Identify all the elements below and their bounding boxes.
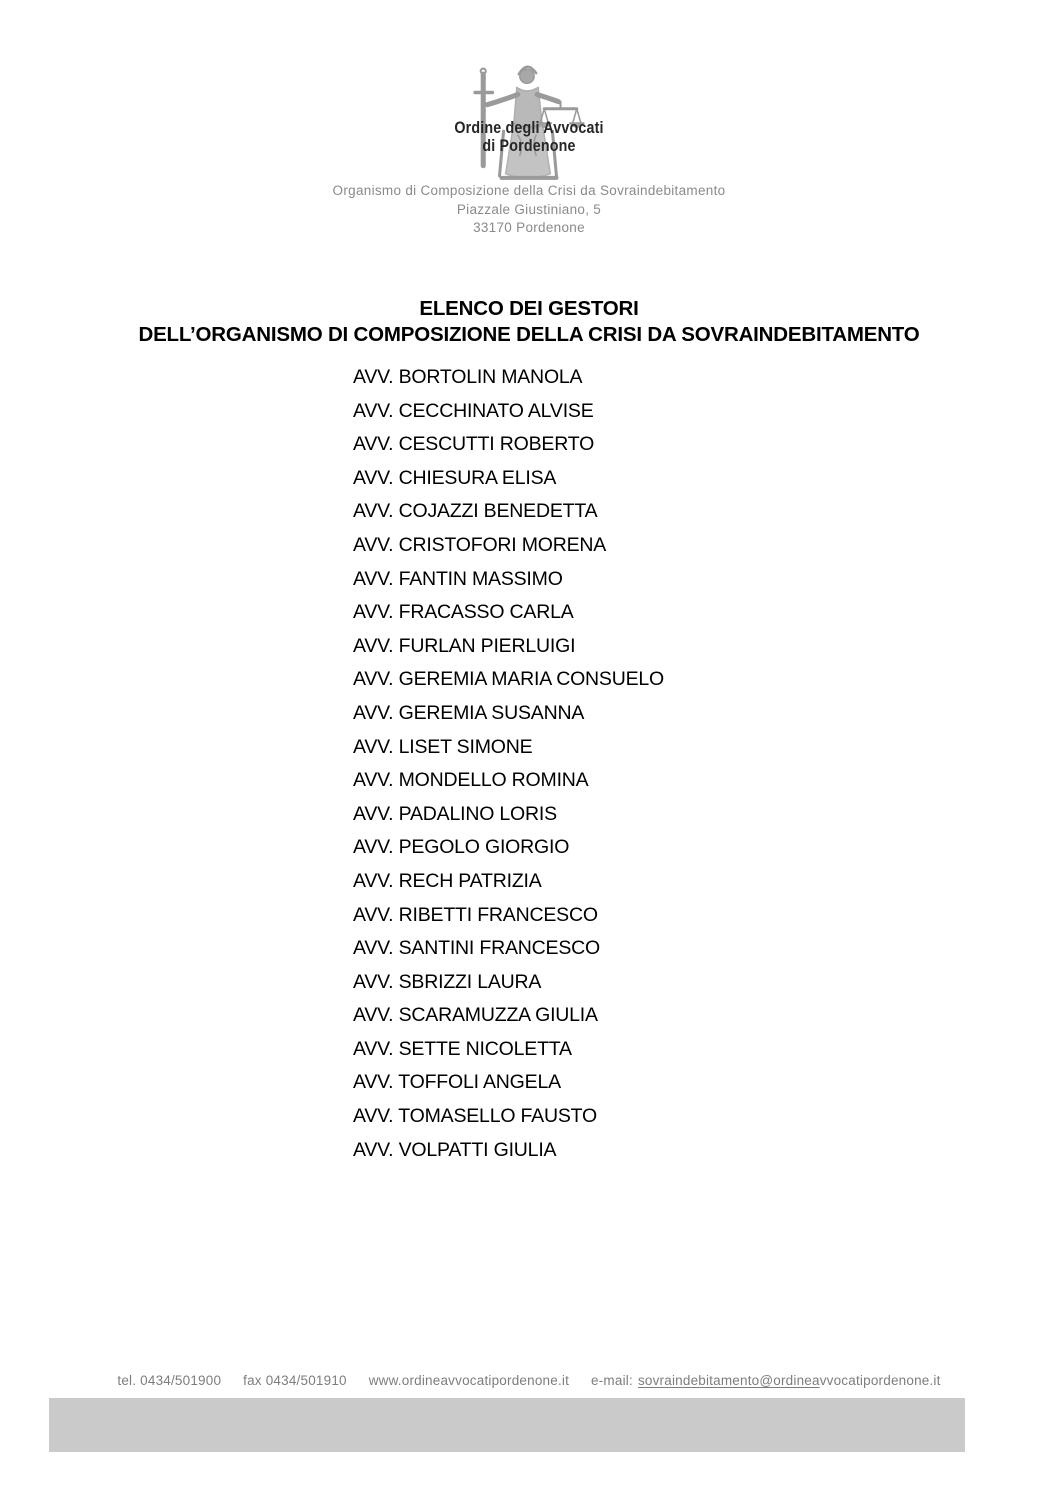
org-name: [85, 119, 974, 154]
manager-list-item: AVV. SETTE NICOLETTA: [353, 1037, 572, 1060]
manager-list-item: AVV. LISET SIMONE: [353, 735, 533, 758]
manager-list-item: AVV. RECH PATRIZIA: [353, 869, 542, 892]
manager-list-item: AVV. CRISTOFORI MORENA: [353, 533, 607, 556]
footer-fax: fax 0434/501910: [243, 1373, 347, 1388]
manager-list-item: AVV. TOFFOLI ANGELA: [353, 1071, 561, 1094]
manager-list-item: AVV. MONDELLO ROMINA: [353, 769, 589, 792]
footer-website: www.ordineavvocatipordenone.it: [368, 1373, 570, 1388]
footer-contacts: [0, 1373, 1058, 1388]
manager-list-item: AVV. COJAZZI BENEDETTA: [353, 500, 598, 523]
manager-list-item: AVV. SANTINI FRANCESCO: [353, 937, 600, 960]
footer-email-label: e-mail:: [591, 1373, 633, 1388]
manager-list-item: AVV. PADALINO LORIS: [353, 802, 557, 825]
footer-gray-bar: [49, 1398, 965, 1452]
manager-list-item: AVV. FANTIN MASSIMO: [353, 567, 563, 590]
manager-list-item: AVV. SCARAMUZZA GIULIA: [353, 1004, 598, 1027]
manager-list-item: AVV. BORTOLIN MANOLA: [353, 366, 583, 388]
manager-list-item: AVV. FRACASSO CARLA: [353, 601, 574, 624]
manager-list-item: AVV. TOMASELLO FAUSTO: [353, 1105, 597, 1128]
page-title: [0, 296, 1058, 348]
managers-list: [353, 361, 664, 1167]
manager-list-item: AVV. SBRIZZI LAURA: [353, 970, 542, 993]
manager-list-item: AVV. GEREMIA MARIA CONSUELO: [353, 668, 665, 691]
org-name-line1: Ordine degli Avvocati: [454, 118, 604, 137]
page-title-line2: DELL’ORGANISMO DI COMPOSIZIONE DELLA CRISI DA SOVRAINDEBITAMENTO: [138, 323, 920, 346]
org-address: [0, 182, 1058, 238]
org-street: Piazzale Giustiniano, 5: [456, 201, 602, 217]
page-title-line1: ELENCO DEI GESTORI: [419, 297, 639, 320]
manager-list-item: AVV. CECCHINATO ALVISE: [353, 399, 594, 422]
manager-list-item: AVV. CESCUTTI ROBERTO: [353, 433, 595, 456]
org-subtitle: Organismo di Composizione della Crisi da Sovraindebitamento: [332, 183, 726, 198]
manager-list-item: AVV. CHIESURA ELISA: [353, 466, 557, 489]
manager-list-item: AVV. FURLAN PIERLUIGI: [353, 634, 576, 657]
footer-tel: tel. 0434/501900: [117, 1373, 222, 1388]
footer-email: [591, 1373, 941, 1388]
org-name-line2: di Pordenone: [482, 135, 576, 155]
manager-list-item: AVV. GEREMIA SUSANNA: [353, 701, 585, 724]
manager-list-item: AVV. RIBETTI FRANCESCO: [353, 903, 598, 926]
manager-list-item: AVV. VOLPATTI GIULIA: [353, 1138, 557, 1161]
org-city: 33170 Pordenone: [473, 220, 585, 235]
footer-email-plain-part[interactable]: vvocatipordenone.it: [819, 1373, 941, 1388]
footer-email-link[interactable]: [638, 1373, 941, 1388]
footer-email-underlined-part[interactable]: sovraindebitamento@ordinea: [637, 1373, 820, 1388]
manager-list-item: AVV. PEGOLO GIORGIO: [353, 836, 570, 859]
